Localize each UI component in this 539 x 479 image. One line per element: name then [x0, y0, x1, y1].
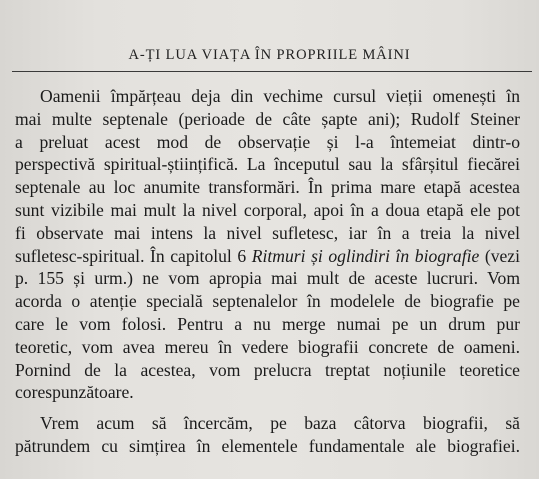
text-line: sunt vizibile mai mult la nivel corporal, apoi în a doua etapă ele pot: [15, 199, 520, 220]
text-line: pătrundem cu simțirea în elementele fundamentale ale biografiei.: [15, 435, 520, 456]
text-line: care le vom folosi. Pentru a nu merge numai pe un drum pur: [15, 313, 520, 334]
paragraph-1: [15, 85, 520, 404]
running-header-title: A-ȚI LUA VIAȚA ÎN PROPRIILE MÂINI: [128, 47, 411, 63]
text-line: mai multe septenale (perioade de câte șapte ani); Rudolf Steiner: [15, 108, 520, 129]
paragraph-2: [15, 412, 520, 458]
text-line: Oamenii împărțeau deja din vechime cursul vieții omenești în: [40, 86, 520, 106]
text-line: septenale au loc anumite transformări. În prima mare etapă acestea: [15, 177, 520, 198]
header-rule: [12, 71, 532, 72]
text-line: [15, 245, 520, 268]
text-line: teoretic, vom avea mereu în vedere biografii concrete de oameni.: [15, 336, 520, 357]
text-line: corespunzătoare.: [15, 382, 134, 403]
chapter-title-italic: Ritmuri și oglindiri în biografie: [251, 245, 480, 266]
text-line: fi observate mai intens la nivel sufletesc, iar în a treia la nivel: [15, 222, 520, 243]
text-line: p. 155 și urm.) ne vom apropia mai mult de aceste lucruri. Vom: [15, 268, 520, 289]
body-text: [15, 85, 520, 458]
text-fragment: (vezi: [479, 245, 521, 266]
text-fragment: sufletesc-spiritual. În capitolul 6: [15, 245, 252, 266]
text-line: acorda o atenție specială septenalelor în modelele de biografie pe: [15, 291, 520, 312]
text-line: perspectivă spiritual-științifică. La începutul sau la sfârșitul fiecărei: [15, 154, 520, 175]
text-line: Pornind de la acestea, vom prelucra treptat noțiunile teoretice: [15, 359, 520, 380]
text-line: Vrem acum să încercăm, pe baza câtorva biografii, să: [40, 413, 520, 434]
text-line: a preluat acest mod de observație și l-a întemeiat dintr-o: [15, 131, 520, 152]
